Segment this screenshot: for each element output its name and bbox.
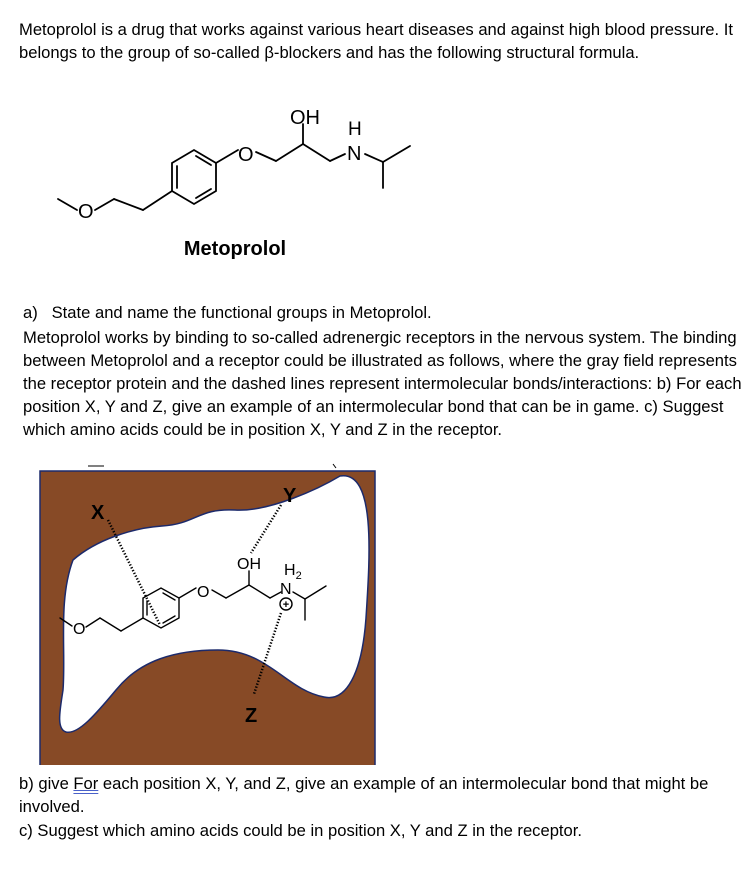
position-z-label: Z [245,705,258,727]
methoxy-oxygen: O [73,621,86,638]
question-a-label: a) [23,303,38,322]
position-y-label: Y [283,485,297,507]
ammonium-nitrogen: N [280,581,292,598]
ring-double-bond [196,156,211,165]
ether-oxygen: O [238,144,254,166]
question-b-text: each position X, Y, and Z, give an example of an intermolecular bond that might be involved. [19,774,709,816]
chain-bond [303,144,330,161]
ring-attach-bond [121,618,143,631]
amine-hydrogen: H [348,119,362,140]
ethyl-bond [114,199,143,210]
chain-bond [276,144,303,161]
ring-attach-bond [143,191,172,210]
receptor-paragraph: Metoprolol works by binding to so-called adrenergic receptors in the nervous system. The binding between Metoprolol and a receptor could be illustrated as follows, where the gray field represents the receptor protein and the dashed lines represent intermolecular bonds/interactions: b) For each position X, Y and Z, give an example of an intermolecular bond that can be in game. c) Suggest which amino acids could be in position X, Y and Z in the receptor. [23,328,742,439]
ethyl-bond [100,618,121,631]
question-a [23,301,743,324]
amine-bond [365,154,383,162]
positive-charge-sign: + [282,599,290,611]
isopropyl-bond [305,586,326,599]
question-a-text: State and name the functional groups in Metoprolol. [51,303,432,322]
ether-bond [179,588,196,598]
hydroxyl-label: OH [237,556,261,573]
hydroxyl-label: OH [290,107,320,129]
chain-bond [249,585,270,598]
methoxy-bond [86,618,100,627]
question-b [19,772,741,818]
intro-paragraph: Metoprolol is a drug that works against various heart diseases and against high blood pressure. It belongs to the group of so-called β-blockers and has the following structural formula. [19,20,733,62]
amine-nitrogen: N [347,143,362,165]
chain-bond [226,585,249,598]
ether-oxygen: O [197,584,210,601]
ether-bond [256,152,276,161]
ring-double-bond [196,189,211,198]
isopropyl-bond [383,146,410,162]
metoprolol-structure [0,100,754,270]
methoxy-bond [95,199,114,210]
amine-bond [293,592,305,599]
receptor-binding-figure [0,460,754,765]
question-b-prefix: b) give [19,774,74,793]
stray-mark [333,464,336,468]
benzene-ring [172,150,216,204]
ether-bond [216,150,238,163]
position-x-label: X [91,502,105,524]
spellcheck-flagged-word[interactable]: For [73,774,99,793]
ammonium-hydrogen: $H_2$ [284,562,302,582]
benzene-ring [143,588,179,628]
question-c: c) Suggest which amino acids could be in position X, Y and Z in the receptor. [19,821,582,840]
ether-bond [212,590,226,598]
methyl-bond [58,199,77,210]
methoxy-oxygen: O [78,201,94,223]
amine-bond [330,154,345,161]
interaction-line-y [251,505,281,553]
molecule-name: Metoprolol [183,238,287,260]
